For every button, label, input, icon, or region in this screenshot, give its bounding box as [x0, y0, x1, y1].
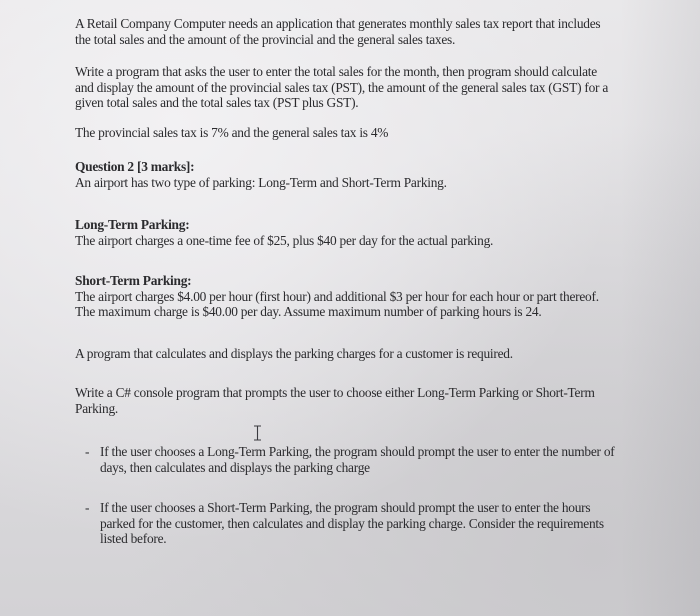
question-heading: Question 2 [3 marks]: — [75, 159, 195, 174]
short-term-heading: Short-Term Parking: — [75, 273, 192, 288]
text-line: and display the amount of the provincial sales tax (PST), the amount of the general sales tax (GST) for a — [75, 79, 609, 95]
text-line: If the user chooses a Long-Term Parking, the program should prompt the user to enter the number of — [100, 444, 615, 459]
program-requirement-line — [75, 346, 655, 362]
text-line: A program that calculates and displays the parking charges for a customer is required. — [75, 346, 513, 361]
text-line: Parking. — [75, 400, 119, 416]
text-line: given total sales and the total sales tax (PST plus GST). — [75, 95, 359, 110]
intro-paragraph — [75, 16, 655, 47]
text-line: listed before. — [100, 531, 167, 546]
bullet-dash: - — [85, 444, 90, 459]
sales-tax-instructions — [75, 64, 655, 111]
text-line: The airport charges $4.00 per hour (first hour) and additional $3 per hour for each hour or part thereof. — [75, 288, 599, 304]
text-line: The provincial sales tax is 7% and the general sales tax is 4% — [75, 125, 389, 140]
text-line: days, then calculates and displays the parking charge — [100, 459, 370, 475]
tax-rates-line — [75, 125, 655, 141]
text-line: parked for the customer, then calculates and display the parking charge. Consider the requirements — [100, 515, 604, 531]
long-term-heading: Long-Term Parking: — [75, 217, 190, 232]
text-line: An airport has two type of parking: Long-Term and Short-Term Parking. — [75, 174, 447, 190]
long-term-block — [75, 217, 655, 248]
text-line: The maximum charge is $40.00 per day. Assume maximum number of parking hours is 24. — [75, 304, 542, 319]
text-line: the total sales and the amount of the provincial and the general sales taxes. — [75, 31, 456, 47]
text-line: Write a program that asks the user to enter the total sales for the month, then program should calculate — [75, 64, 597, 79]
text-line: Write a C# console program that prompts the user to choose either Long-Term Parking or Short-Term — [75, 385, 595, 400]
bullet-text — [100, 500, 604, 547]
write-program-block — [75, 385, 655, 416]
question-2-block — [75, 159, 655, 190]
text-cursor-icon — [253, 425, 262, 441]
bullet-dash: - — [85, 500, 90, 515]
text-line: If the user chooses a Short-Term Parking, the program should prompt the user to enter the hours — [100, 500, 591, 515]
text-line: A Retail Company Computer needs an application that generates monthly sales tax report that includes — [75, 16, 601, 31]
short-term-block — [75, 273, 655, 320]
text-line: The airport charges a one-time fee of $25, plus $40 per day for the actual parking. — [75, 232, 494, 248]
bullet-text — [100, 444, 615, 475]
